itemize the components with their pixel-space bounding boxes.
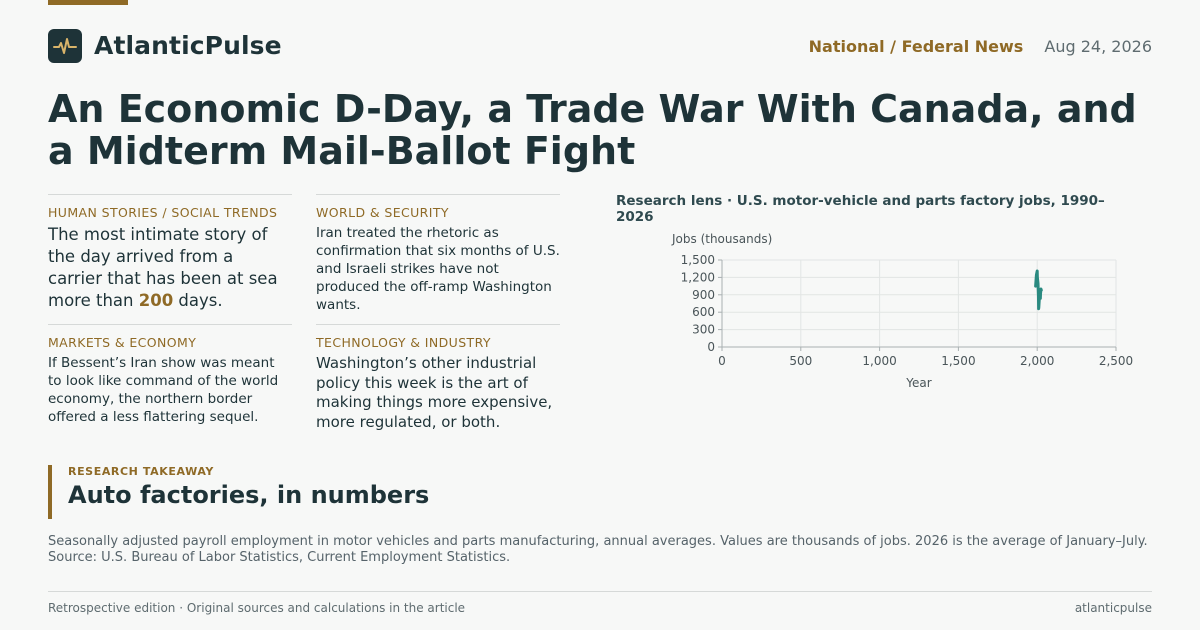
story-card-human[interactable] [48, 194, 292, 312]
publish-date: Aug 24, 2026 [1044, 37, 1152, 56]
page-title: An Economic D-Day, a Trade War With Canada, and a Midterm Mail-Ballot Fight [48, 87, 1137, 173]
story-kicker: MARKETS & ECONOMY [48, 335, 197, 350]
highlight-number: 200 [138, 291, 174, 310]
research-takeaway [48, 465, 1152, 519]
story-kicker: WORLD & SECURITY [316, 205, 449, 220]
story-summary: The most intimate story of the day arrived from a carrier that has been at sea more than 200 days. [48, 225, 278, 310]
data-point [1037, 282, 1039, 284]
x-tick-label: 2,500 [1098, 354, 1134, 368]
chart-title: Research lens · U.S. motor-vehicle and parts factory jobs, 1990–2026 [616, 193, 1105, 225]
line-chart [616, 226, 1146, 396]
story-card-technology[interactable] [316, 324, 560, 432]
data-point [1036, 270, 1038, 272]
story-card-world[interactable] [316, 194, 560, 314]
y-tick-label: 1,500 [680, 253, 715, 267]
x-axis-label: Year [906, 376, 932, 390]
data-point [1037, 277, 1039, 279]
section-link[interactable]: National / Federal News [808, 37, 1024, 56]
y-tick-label: 300 [692, 322, 715, 337]
data-point [1040, 293, 1042, 295]
story-summary: Iran treated the rhetoric as confirmation that six months of U.S. and Israeli strikes have not produced the off-ramp Washington wants. [316, 225, 560, 313]
y-axis-label: Jobs (thousands) [672, 232, 773, 246]
story-summary: Washington’s other industrial policy this week is the art of making things more expensive, more regulated, or both. [316, 354, 553, 431]
x-tick-label: 1,000 [862, 354, 897, 368]
y-tick-label: 1,200 [680, 270, 715, 285]
top-accent-bar [48, 0, 128, 5]
chart-note: Seasonally adjusted payroll employment in motor vehicles and parts manufacturing, annual averages. Values are thousands of jobs. 2026 is the average of January–July. Source: U.S. Bureau of Labor Statistics, Current Employment Statistics. [48, 534, 1148, 565]
data-point [1038, 307, 1040, 309]
story-kicker: HUMAN STORIES / SOCIAL TRENDS [48, 205, 278, 220]
pulse-icon [53, 34, 77, 58]
x-tick-label: 1,500 [941, 354, 976, 368]
story-kicker: TECHNOLOGY & INDUSTRY [316, 335, 491, 350]
y-tick-label: 600 [692, 305, 715, 320]
header-meta [809, 37, 1152, 56]
y-tick-label: 0 [707, 340, 715, 354]
brand-name[interactable]: AtlanticPulse [94, 31, 282, 60]
data-point [1040, 297, 1042, 299]
footer [48, 591, 1152, 615]
x-tick-label: 2,000 [1020, 354, 1055, 368]
x-tick-label: 500 [789, 354, 813, 368]
story-summary: If Bessent’s Iran show was meant to look like command of the world economy, the northern border offered a less flattering sequel. [48, 355, 279, 425]
logo[interactable] [48, 29, 82, 63]
y-tick-label: 900 [692, 287, 715, 302]
x-tick-label: 0 [718, 354, 726, 368]
data-point [1036, 274, 1038, 276]
data-point [1040, 289, 1042, 291]
data-point [1035, 285, 1037, 287]
footer-brand[interactable]: atlanticpulse [1074, 601, 1152, 615]
data-point [1038, 296, 1040, 298]
footer-edition: Retrospective edition · Original sources and calculations in the article [48, 601, 466, 615]
site-header [48, 28, 1152, 64]
takeaway-title: Auto factories, in numbers [68, 481, 430, 509]
story-card-markets[interactable] [48, 324, 292, 426]
takeaway-label: RESEARCH TAKEAWAY [68, 465, 214, 478]
